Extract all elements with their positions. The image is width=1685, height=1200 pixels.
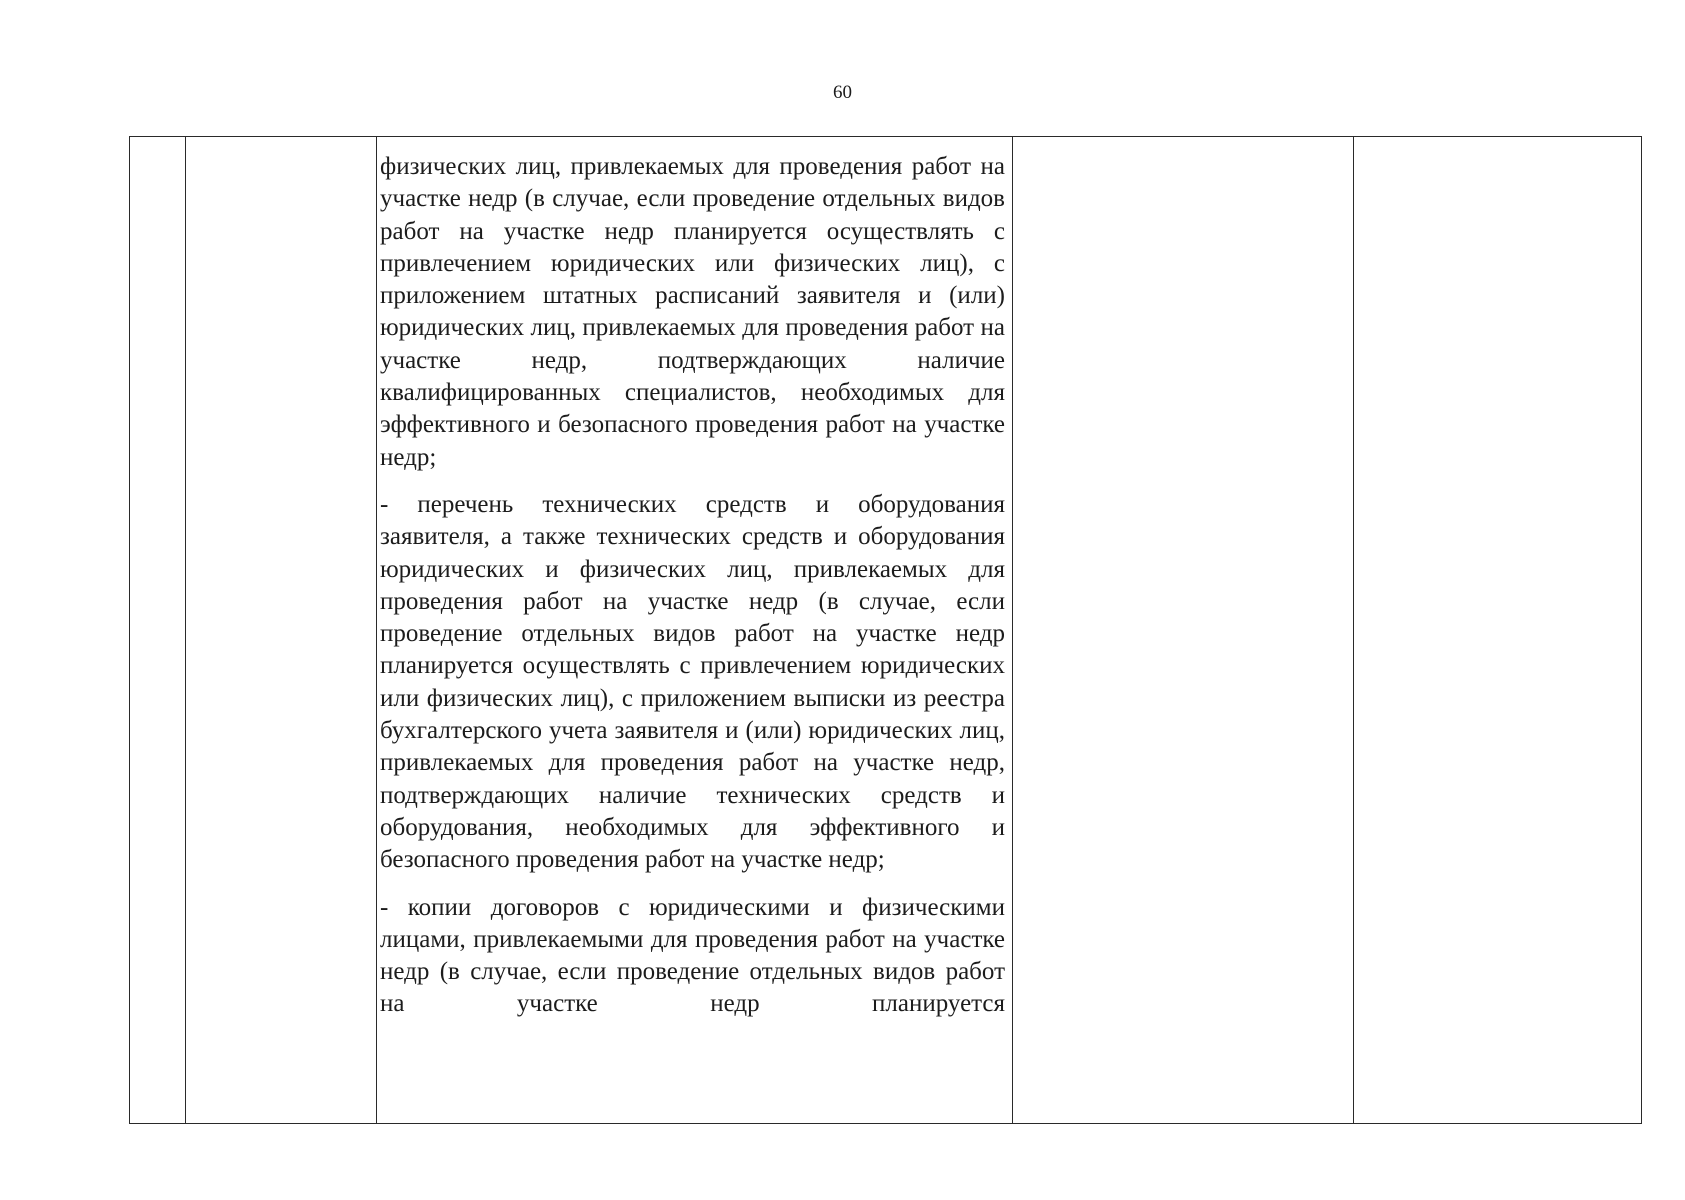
paragraph-contracts: - копии договоров с юридическими и физическими лицами, привлекаемыми для проведения работ на участке недр (в случае, если проведение отдельных видов работ на участке недр планируется (380, 893, 1005, 1018)
column-divider-3 (1012, 137, 1013, 1123)
page-number: 60 (833, 82, 852, 103)
document-table (129, 136, 1642, 1124)
column-divider-1 (185, 137, 186, 1123)
column-divider-2 (376, 137, 377, 1123)
requirements-cell (380, 151, 1005, 1021)
column-divider-4 (1353, 137, 1354, 1123)
paragraph-personnel: физических лиц, привлекаемых для проведения работ на участке недр (в случае, если проведение отдельных видов работ на участке недр планируется осуществлять с привлечением юридических или физических лиц), с приложением штатных расписаний заявителя и (или) юридических лиц, привлекаемых для проведения работ на участке недр, подтверждающих наличие квалифицированных специалистов, необходимых для эффективного и безопасного проведения работ на участке недр; (380, 153, 1005, 471)
paragraph-equipment: - перечень технических средств и оборудования заявителя, а также технических средств и оборудования юридических и физических лиц, привлекаемых для проведения работ на участке недр (в случае, если проведение отдельных видов работ на участке недр планируется осуществлять с привлечением юридических или физических лиц), с приложением выписки из реестра бухгалтерского учета заявителя и (или) юридических лиц, привлекаемых для проведения работ на участке недр, подтверждающих наличие технических средств и оборудования, необходимых для эффективного и безопасного проведения работ на участке недр; (380, 490, 1005, 874)
